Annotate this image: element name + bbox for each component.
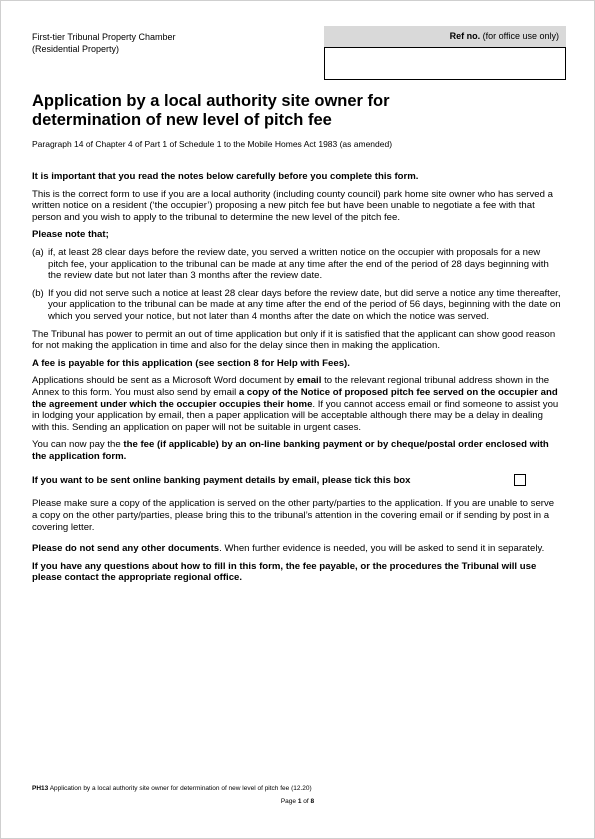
ref-no-label-rest: (for office use only)	[480, 31, 559, 41]
note-item-b	[32, 288, 562, 323]
form-title: Application by a local authority site owner for determination of new level of pitch fee	[32, 92, 390, 129]
ref-no-label	[324, 26, 566, 47]
ref-no-box	[324, 26, 566, 78]
page-total: 8	[310, 798, 315, 805]
form-footer-reference	[32, 785, 312, 793]
note-item-a	[32, 247, 562, 282]
online-banking-checkbox[interactable]	[514, 474, 526, 486]
form-code: PH13	[32, 785, 49, 792]
note-item-a-text: if, at least 28 clear days before the review date, you served a written notice on the occupier with proposals for a new pitch fee, your application to the tribunal can be made at any time after the end of the period of 28 days beginning with the review date but not later than 3 months after the review date.	[48, 246, 549, 282]
page-current: 1	[297, 798, 302, 805]
send-text-1: Applications should be sent as a Microsoft Word document by	[32, 375, 297, 387]
online-banking-tick-label: If you want to be sent online banking payment details by email, please tick this box	[32, 474, 411, 486]
please-note-heading: Please note that;	[32, 229, 109, 241]
form-notes	[32, 171, 562, 590]
pay-text-1: You can now pay the	[32, 439, 124, 451]
note-item-a-label: (a)	[32, 246, 44, 258]
send-notice-copy-bold: a copy of the Notice of proposed pitch fee served on the occupier and the agreement under which the occupier occupies their home	[32, 386, 558, 410]
out-of-time-paragraph: The Tribunal has power to permit an out of time application but only if it is satisfied that the applicant can show good reason for not making the application in time and also for the delay since then in making the application.	[32, 328, 556, 352]
pay-text-bold: the fee (if applicable) by an on-line banking payment or by cheque/postal order enclosed with the application form.	[32, 439, 549, 462]
important-notice: It is important that you read the notes below carefully before you complete this form.	[32, 171, 419, 182]
send-email-bold: email	[296, 375, 322, 387]
send-text-3: . If you cannot access email or find someone to assist you in lodging your application by email, then a paper application will be acceptable although there may be a delay in dealing with this. Sending an application on paper will not be suitable in urgent cases.	[32, 398, 559, 433]
sending-instructions	[32, 375, 562, 433]
form-subtitle: Paragraph 14 of Chapter 4 of Part 1 of Schedule 1 to the Mobile Homes Act 1983 (as amended)	[32, 139, 393, 149]
form-code-description: Application by a local authority site owner for determination of new level of pitch fee (12.20)	[48, 785, 312, 792]
copy-served-paragraph: Please make sure a copy of the application is served on the other party/parties to the application. If you are unable to serve a copy on the other party/parties, please bring this to the tribunal’s attention in the covering email or if sending by post in a covering letter.	[32, 498, 555, 533]
no-documents-rest: . When further evidence is needed, you will be asked to send it in separately.	[219, 543, 545, 555]
send-text-2: to the relevant regional tribunal address shown in the Annex to this form. You must also send by email	[32, 375, 550, 398]
ref-no-field[interactable]	[324, 47, 566, 80]
page-prefix: Page	[280, 798, 298, 805]
tribunal-name	[32, 31, 176, 55]
no-documents-bold: Please do not send any other documents	[32, 543, 220, 555]
online-banking-tick-row	[32, 474, 562, 486]
page-of: of	[301, 798, 311, 805]
payment-paragraph	[32, 439, 562, 462]
tribunal-name-line1: First-tier Tribunal Property Chamber	[32, 32, 176, 42]
fee-payable-notice: A fee is payable for this application (see section 8 for Help with Fees).	[32, 357, 350, 369]
page-number	[0, 798, 595, 806]
note-item-b-label: (b)	[32, 287, 44, 299]
tribunal-name-line2: (Residential Property)	[32, 44, 120, 54]
intro-paragraph: This is the correct form to use if you are a local authority (including county council) park home site owner who has served a written notice on a resident (‘the occupier’) proposing a new pitch fee but have been unable to negotiate a fee with that person and you wish to apply to the tribunal to determine the new level of the pitch fee.	[32, 188, 553, 223]
note-item-b-text: If you did not serve such a notice at least 28 clear days before the review date, but did serve a notice any time thereafter, your application to the tribunal can be made at any time after the end of the period of 56 days, beginning with the date on which you served your notice, but not later than 4 months after the date on which the notice was served.	[48, 287, 561, 322]
questions-paragraph: If you have any questions about how to fill in this form, the fee payable, or the procedures the Tribunal will use please contact the appropriate regional office.	[32, 560, 537, 584]
no-documents-paragraph	[32, 543, 562, 555]
ref-no-label-bold: Ref no.	[449, 31, 481, 41]
